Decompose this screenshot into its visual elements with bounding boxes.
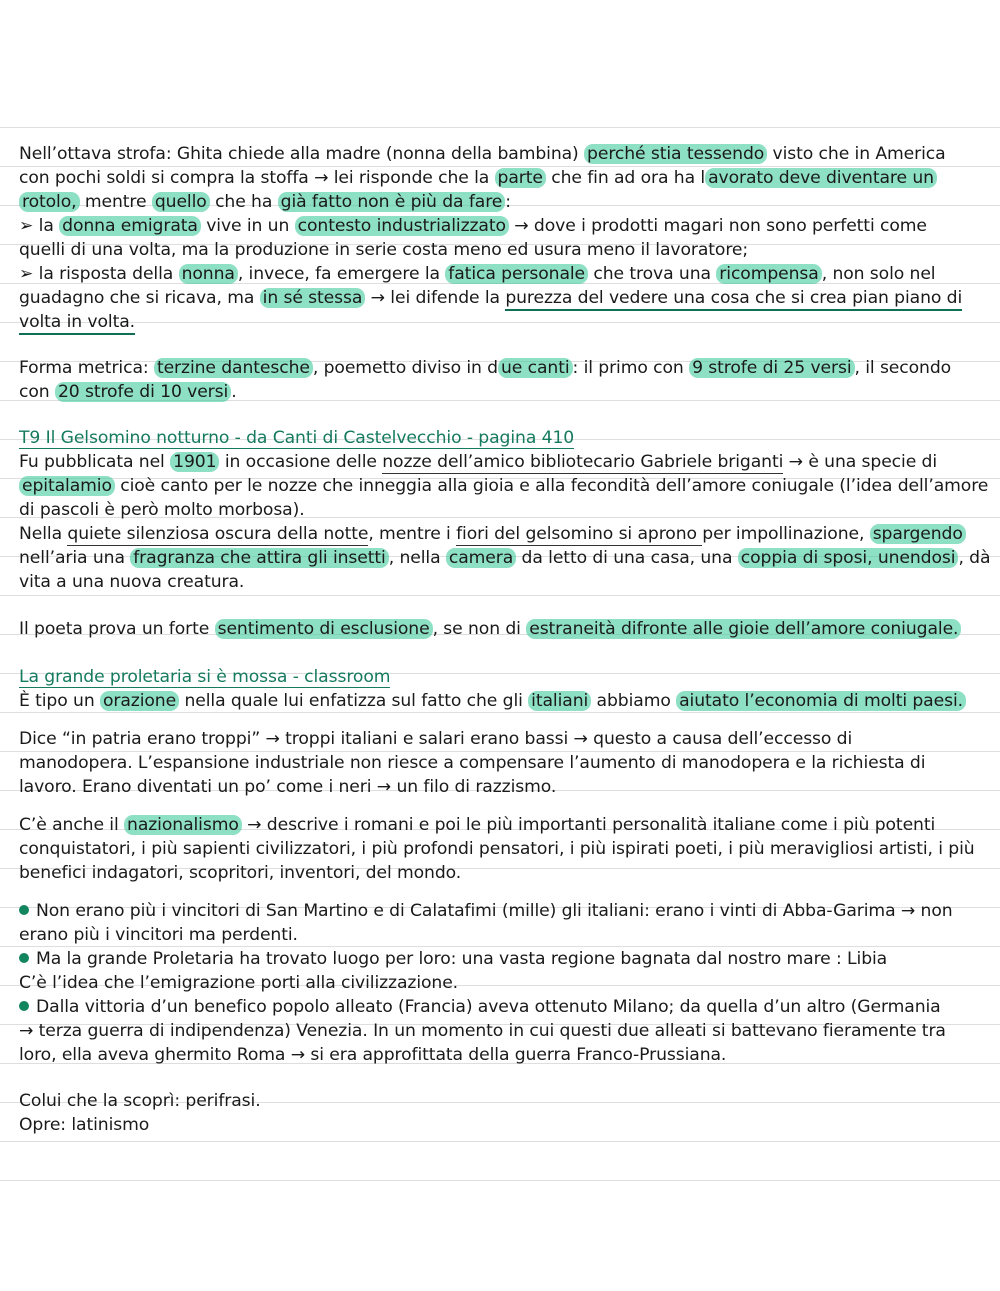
highlight: avorato deve diventare un bbox=[705, 168, 937, 188]
highlight: sentimento di esclusione bbox=[215, 619, 433, 639]
text: nell’aria una bbox=[19, 548, 131, 568]
text: Nella bbox=[19, 524, 68, 544]
p1-line-4 bbox=[19, 214, 984, 238]
p2-line-1 bbox=[19, 356, 984, 380]
highlight: quello bbox=[152, 192, 210, 212]
p4-line-4: lavoro. Erano diventati un po’ come i neri → un filo di razzismo. bbox=[19, 777, 557, 797]
text: → dove i prodotti magari non sono perfetti come bbox=[508, 216, 927, 236]
p4-line-3: manodopera. L’espansione industriale non riesce a compensare l’aumento di manodopera e la richiesta di bbox=[19, 753, 926, 773]
text: Dalla vittoria d’un benefico popolo alleato (Francia) aveva ottenuto Milano; da quella d’un altro (Germania bbox=[36, 997, 941, 1017]
text: Forma metrica: bbox=[19, 358, 154, 378]
text: , non solo nel bbox=[821, 264, 936, 284]
bullet-icon bbox=[19, 1001, 29, 1011]
text: : bbox=[505, 192, 511, 212]
text: in occasione delle bbox=[219, 452, 383, 472]
p1-line-3 bbox=[19, 190, 984, 214]
highlight: rotolo, bbox=[19, 192, 80, 212]
p4-line-5 bbox=[19, 813, 984, 837]
highlight: ricompensa bbox=[716, 264, 821, 284]
text: È tipo un bbox=[19, 691, 100, 711]
text: C’è anche il bbox=[19, 815, 125, 835]
highlight: 20 strofe di 10 versi bbox=[55, 382, 231, 402]
bullet-2-line-1 bbox=[19, 947, 984, 971]
p1-line-2 bbox=[19, 166, 984, 190]
text: per impollinazione, bbox=[702, 524, 870, 544]
bullet-icon bbox=[19, 905, 29, 915]
bullet-icon bbox=[19, 953, 29, 963]
text: , mentre i bbox=[368, 524, 457, 544]
p1-line-1 bbox=[19, 142, 984, 166]
p3-line-6: vita a una nuova creatura. bbox=[19, 572, 245, 592]
p3-line-3: di pascoli è però molto morbosa). bbox=[19, 500, 305, 520]
highlight: terzine dantesche bbox=[154, 358, 313, 378]
highlight: fragranza che attira gli insetti bbox=[130, 548, 388, 568]
text: Nell’ottava strofa: Ghita chiede alla madre (nonna della bambina) bbox=[19, 144, 585, 164]
text: nella quale lui enfatizza sul fatto che gli bbox=[179, 691, 529, 711]
text: ➢ la risposta della bbox=[19, 264, 179, 284]
text: abbiamo bbox=[591, 691, 677, 711]
highlight: coppia di sposi, unendosi bbox=[738, 548, 959, 568]
section-heading-proletaria bbox=[19, 665, 984, 689]
text: , dà bbox=[958, 548, 991, 568]
highlight: già fatto non è più da fare bbox=[278, 192, 506, 212]
highlight: camera bbox=[446, 548, 516, 568]
bullet-3-line-3: loro, ella aveva ghermito Roma → si era approfittata della guerra Franco-Prussiana. bbox=[19, 1045, 727, 1065]
bullet-1-line-1 bbox=[19, 899, 984, 923]
highlight: estraneità difronte alle gioie dell’amore coniugale. bbox=[526, 619, 961, 639]
underlined-text: purezza del vedere una cosa che si crea pian piano di bbox=[505, 288, 962, 311]
highlight: nazionalismo bbox=[124, 815, 242, 835]
p1-line-6 bbox=[19, 262, 984, 286]
text: che ha bbox=[209, 192, 278, 212]
highlight: perché stia tessendo bbox=[584, 144, 767, 164]
highlight: contesto industrializzato bbox=[295, 216, 509, 236]
p3-line-7 bbox=[19, 617, 984, 641]
bullet-3-line-1 bbox=[19, 995, 984, 1019]
text: che fin ad ora ha l bbox=[545, 168, 706, 188]
p3-line-1 bbox=[19, 450, 984, 474]
p1-line-7 bbox=[19, 286, 984, 310]
highlight: nonna bbox=[179, 264, 238, 284]
p1-line-5: quelli di una volta, ma la produzione in serie costa meno ed usura meno il lavoratore; bbox=[19, 240, 749, 260]
text: Il poeta prova un forte bbox=[19, 619, 215, 639]
p4-line-7: benefici indagatori, scopritori, inventori, del mondo. bbox=[19, 863, 462, 883]
text: da letto di una casa, una bbox=[516, 548, 738, 568]
highlight: epitalamio bbox=[19, 476, 115, 496]
highlight: parte bbox=[495, 168, 546, 188]
underlined-text: fiori del gelsomino si aprono bbox=[456, 524, 703, 544]
p3-line-2 bbox=[19, 474, 989, 498]
text: , il secondo bbox=[854, 358, 952, 378]
highlight: 1901 bbox=[170, 452, 219, 472]
text: guadagno che si ricava, ma bbox=[19, 288, 260, 308]
bullet-1-line-2: erano più i vincitori ma perdenti. bbox=[19, 925, 298, 945]
p4-line-1 bbox=[19, 689, 984, 713]
bullet-3-line-2: → terza guerra di indipendenza) Venezia. In un momento in cui questi due alleati si battevano fieramente tra bbox=[19, 1021, 946, 1041]
heading-text: T9 Il Gelsomino notturno - da Canti di Castelvecchio - pagina 410 bbox=[19, 428, 575, 448]
p1-line-8 bbox=[19, 310, 984, 334]
text: vive in un bbox=[200, 216, 295, 236]
text: → è una specie di bbox=[783, 452, 938, 472]
text: , poemetto diviso in d bbox=[312, 358, 498, 378]
text: → descrive i romani e poi le più importanti personalità italiane come i più potenti bbox=[241, 815, 936, 835]
text: , nella bbox=[388, 548, 446, 568]
highlight: in sé stessa bbox=[260, 288, 366, 308]
text: con bbox=[19, 382, 55, 402]
highlight: fatica personale bbox=[445, 264, 588, 284]
text: . bbox=[231, 382, 237, 402]
highlight: italiani bbox=[528, 691, 591, 711]
text: con pochi soldi si compra la stoffa → lei risponde che la bbox=[19, 168, 495, 188]
p3-line-5 bbox=[19, 546, 991, 570]
section-heading-gelsomino bbox=[19, 426, 984, 450]
p3-line-4 bbox=[19, 522, 984, 546]
p2-line-2 bbox=[19, 380, 984, 404]
text: : il primo con bbox=[572, 358, 690, 378]
text: Non erano più i vincitori di San Martino e di Calatafimi (mille) gli italiani: erano i vinti di Abba-Garima → non bbox=[36, 901, 953, 921]
text: che trova una bbox=[588, 264, 717, 284]
text: ➢ la bbox=[19, 216, 60, 236]
text: mentre bbox=[79, 192, 152, 212]
text: , se non di bbox=[432, 619, 527, 639]
p4-line-9: Opre: latinismo bbox=[19, 1115, 150, 1135]
text: Fu pubblicata nel bbox=[19, 452, 171, 472]
text: , invece, fa emergere la bbox=[237, 264, 446, 284]
text: → lei difende la bbox=[365, 288, 506, 308]
highlight: 9 strofe di 25 versi bbox=[689, 358, 854, 378]
highlight: donna emigrata bbox=[59, 216, 201, 236]
underlined-text: volta in volta. bbox=[19, 312, 135, 335]
underlined-text: nozze dell’amico bibliotecario Gabriele briganti bbox=[382, 452, 784, 472]
p4-line-6: conquistatori, i più sapienti civilizzatori, i più profondi pensatori, i più ispirati poeti, i più meravigliosi artisti, i più bbox=[19, 839, 975, 859]
underlined-text: quiete silenziosa oscura della notte bbox=[67, 524, 369, 544]
text: Ma la grande Proletaria ha trovato luogo per loro: una vasta regione bagnata dal nostro mare : Libia bbox=[36, 949, 888, 969]
text: visto che in America bbox=[767, 144, 946, 164]
heading-text: La grande proletaria si è mossa - classroom bbox=[19, 667, 391, 687]
bullet-2-line-2: C’è l’idea che l’emigrazione porti alla civilizzazione. bbox=[19, 973, 459, 993]
highlight: ue canti bbox=[498, 358, 573, 378]
p4-line-8: Colui che la scoprì: perifrasi. bbox=[19, 1091, 261, 1111]
p4-line-2: Dice “in patria erano troppi” → troppi italiani e salari erano bassi → questo a causa dell’eccesso di bbox=[19, 729, 853, 749]
highlight: orazione bbox=[100, 691, 179, 711]
highlight: aiutato l’economia di molti paesi. bbox=[676, 691, 966, 711]
highlight: spargendo bbox=[870, 524, 966, 544]
text: cioè canto per le nozze che inneggia alla gioia e alla fecondità dell’amore coniugale (l’idea dell’amore bbox=[114, 476, 989, 496]
